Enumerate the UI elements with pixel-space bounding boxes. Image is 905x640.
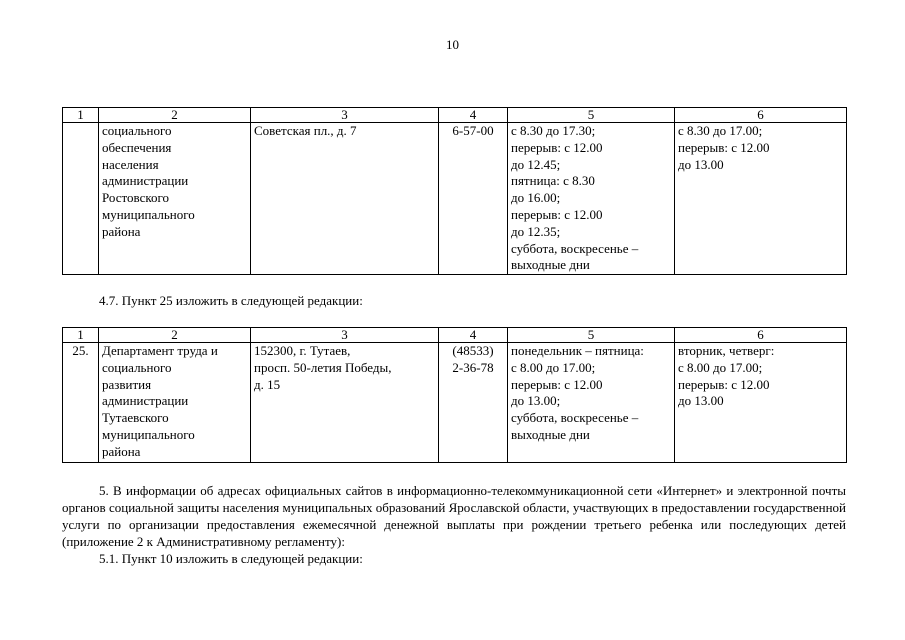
reception-cell — [675, 343, 847, 463]
cell-line: перерыв: с 12.00 — [511, 206, 603, 222]
header-cell-3: 3 — [251, 328, 439, 343]
cell-line: 6-57-00 — [452, 123, 494, 138]
cell-line: развития — [102, 376, 152, 392]
header-cell-1: 1 — [63, 328, 99, 343]
table-continued — [62, 107, 847, 275]
header-cell-6: 6 — [675, 328, 847, 343]
cell-line: суббота, воскресенье – — [511, 410, 639, 426]
header-cell-5: 5 — [508, 108, 675, 123]
cell-line: 2-36-78 — [452, 359, 494, 375]
cell-line: до 13.00 — [678, 393, 724, 409]
header-cell-3: 3 — [251, 108, 439, 123]
cell-line: вторник, четверг: — [678, 343, 775, 358]
address-cell — [251, 123, 439, 275]
cell-line: суббота, воскресенье – — [511, 240, 639, 256]
organization-cell — [99, 343, 251, 463]
cell-line: перерыв: с 12.00 — [511, 376, 603, 392]
cell-line: до 16.00; — [511, 190, 561, 206]
address-cell — [251, 343, 439, 463]
cell-line: обеспечения — [102, 139, 172, 155]
cell-line: д. 15 — [254, 376, 281, 392]
header-cell-5: 5 — [508, 328, 675, 343]
table-item-25 — [62, 327, 847, 463]
header-cell-2: 2 — [99, 108, 251, 123]
row-number-cell — [63, 123, 99, 275]
cell-line: Ростовского — [102, 190, 170, 206]
cell-line: с 8.30 до 17.00; — [678, 123, 763, 138]
cell-line: с 8.00 до 17.00; — [511, 359, 596, 375]
cell-line: перерыв: с 12.00 — [678, 376, 770, 392]
reception-cell — [675, 123, 847, 275]
cell-line: с 8.00 до 17.00; — [678, 359, 763, 375]
table-header-row — [63, 328, 847, 343]
cell-line: с 8.30 до 17.30; — [511, 123, 596, 138]
cell-line: Департамент труда и — [102, 343, 218, 358]
cell-line: социального — [102, 123, 172, 138]
cell-line: населения — [102, 156, 159, 172]
cell-line: просп. 50-летия Победы, — [254, 359, 392, 375]
cell-line: до 13.00; — [511, 393, 561, 409]
cell-line: перерыв: с 12.00 — [678, 139, 770, 155]
cell-line: администрации — [102, 173, 189, 189]
row-number-cell: 25. — [63, 343, 99, 463]
cell-line: муниципального — [102, 206, 195, 222]
cell-line: (48533) — [452, 343, 494, 358]
page-number: 10 — [446, 37, 459, 52]
cell-line: до 12.45; — [511, 156, 561, 172]
table-header-row — [63, 108, 847, 123]
header-cell-1: 1 — [63, 108, 99, 123]
cell-line: до 12.35; — [511, 223, 561, 239]
cell-line: Тутаевского — [102, 410, 169, 426]
cell-line: Советская пл., д. 7 — [254, 123, 357, 138]
cell-line: администрации — [102, 393, 189, 409]
cell-line: муниципального — [102, 426, 195, 442]
schedule-cell — [508, 343, 675, 463]
cell-line: района — [102, 223, 141, 239]
paragraph-4-7: 4.7. Пункт 25 изложить в следующей редакции: — [99, 293, 363, 308]
schedule-cell — [508, 123, 675, 275]
table-row — [63, 123, 847, 275]
paragraph-5: 5. В информации об адресах официальных сайтов в информационно-телекоммуникационной сети «Интернет» и электронной почты органов социальной защиты населения муниципальных образований Ярославской области, участвующих в предоставлении государственной услуги по организации предоставления ежемесячной денежной выплаты при рождении третьего ребенка или последующих детей (приложение 2 к Административному регламенту): — [62, 483, 846, 549]
cell-line: до 13.00 — [678, 156, 724, 172]
cell-line: выходные дни — [511, 257, 590, 273]
header-cell-2: 2 — [99, 328, 251, 343]
header-cell-6: 6 — [675, 108, 847, 123]
cell-line: 152300, г. Тутаев, — [254, 343, 351, 358]
phone-cell — [439, 343, 508, 463]
header-cell-4: 4 — [439, 328, 508, 343]
cell-line: понедельник – пятница: — [511, 343, 644, 358]
header-cell-4: 4 — [439, 108, 508, 123]
phone-cell — [439, 123, 508, 275]
organization-cell — [99, 123, 251, 275]
cell-line: социального — [102, 359, 172, 375]
cell-line: выходные дни — [511, 426, 590, 442]
cell-line: района — [102, 443, 141, 459]
table-row — [63, 343, 847, 463]
cell-line: пятница: с 8.30 — [511, 173, 595, 189]
cell-line: перерыв: с 12.00 — [511, 139, 603, 155]
paragraph-5-1: 5.1. Пункт 10 изложить в следующей редакции: — [99, 551, 363, 566]
